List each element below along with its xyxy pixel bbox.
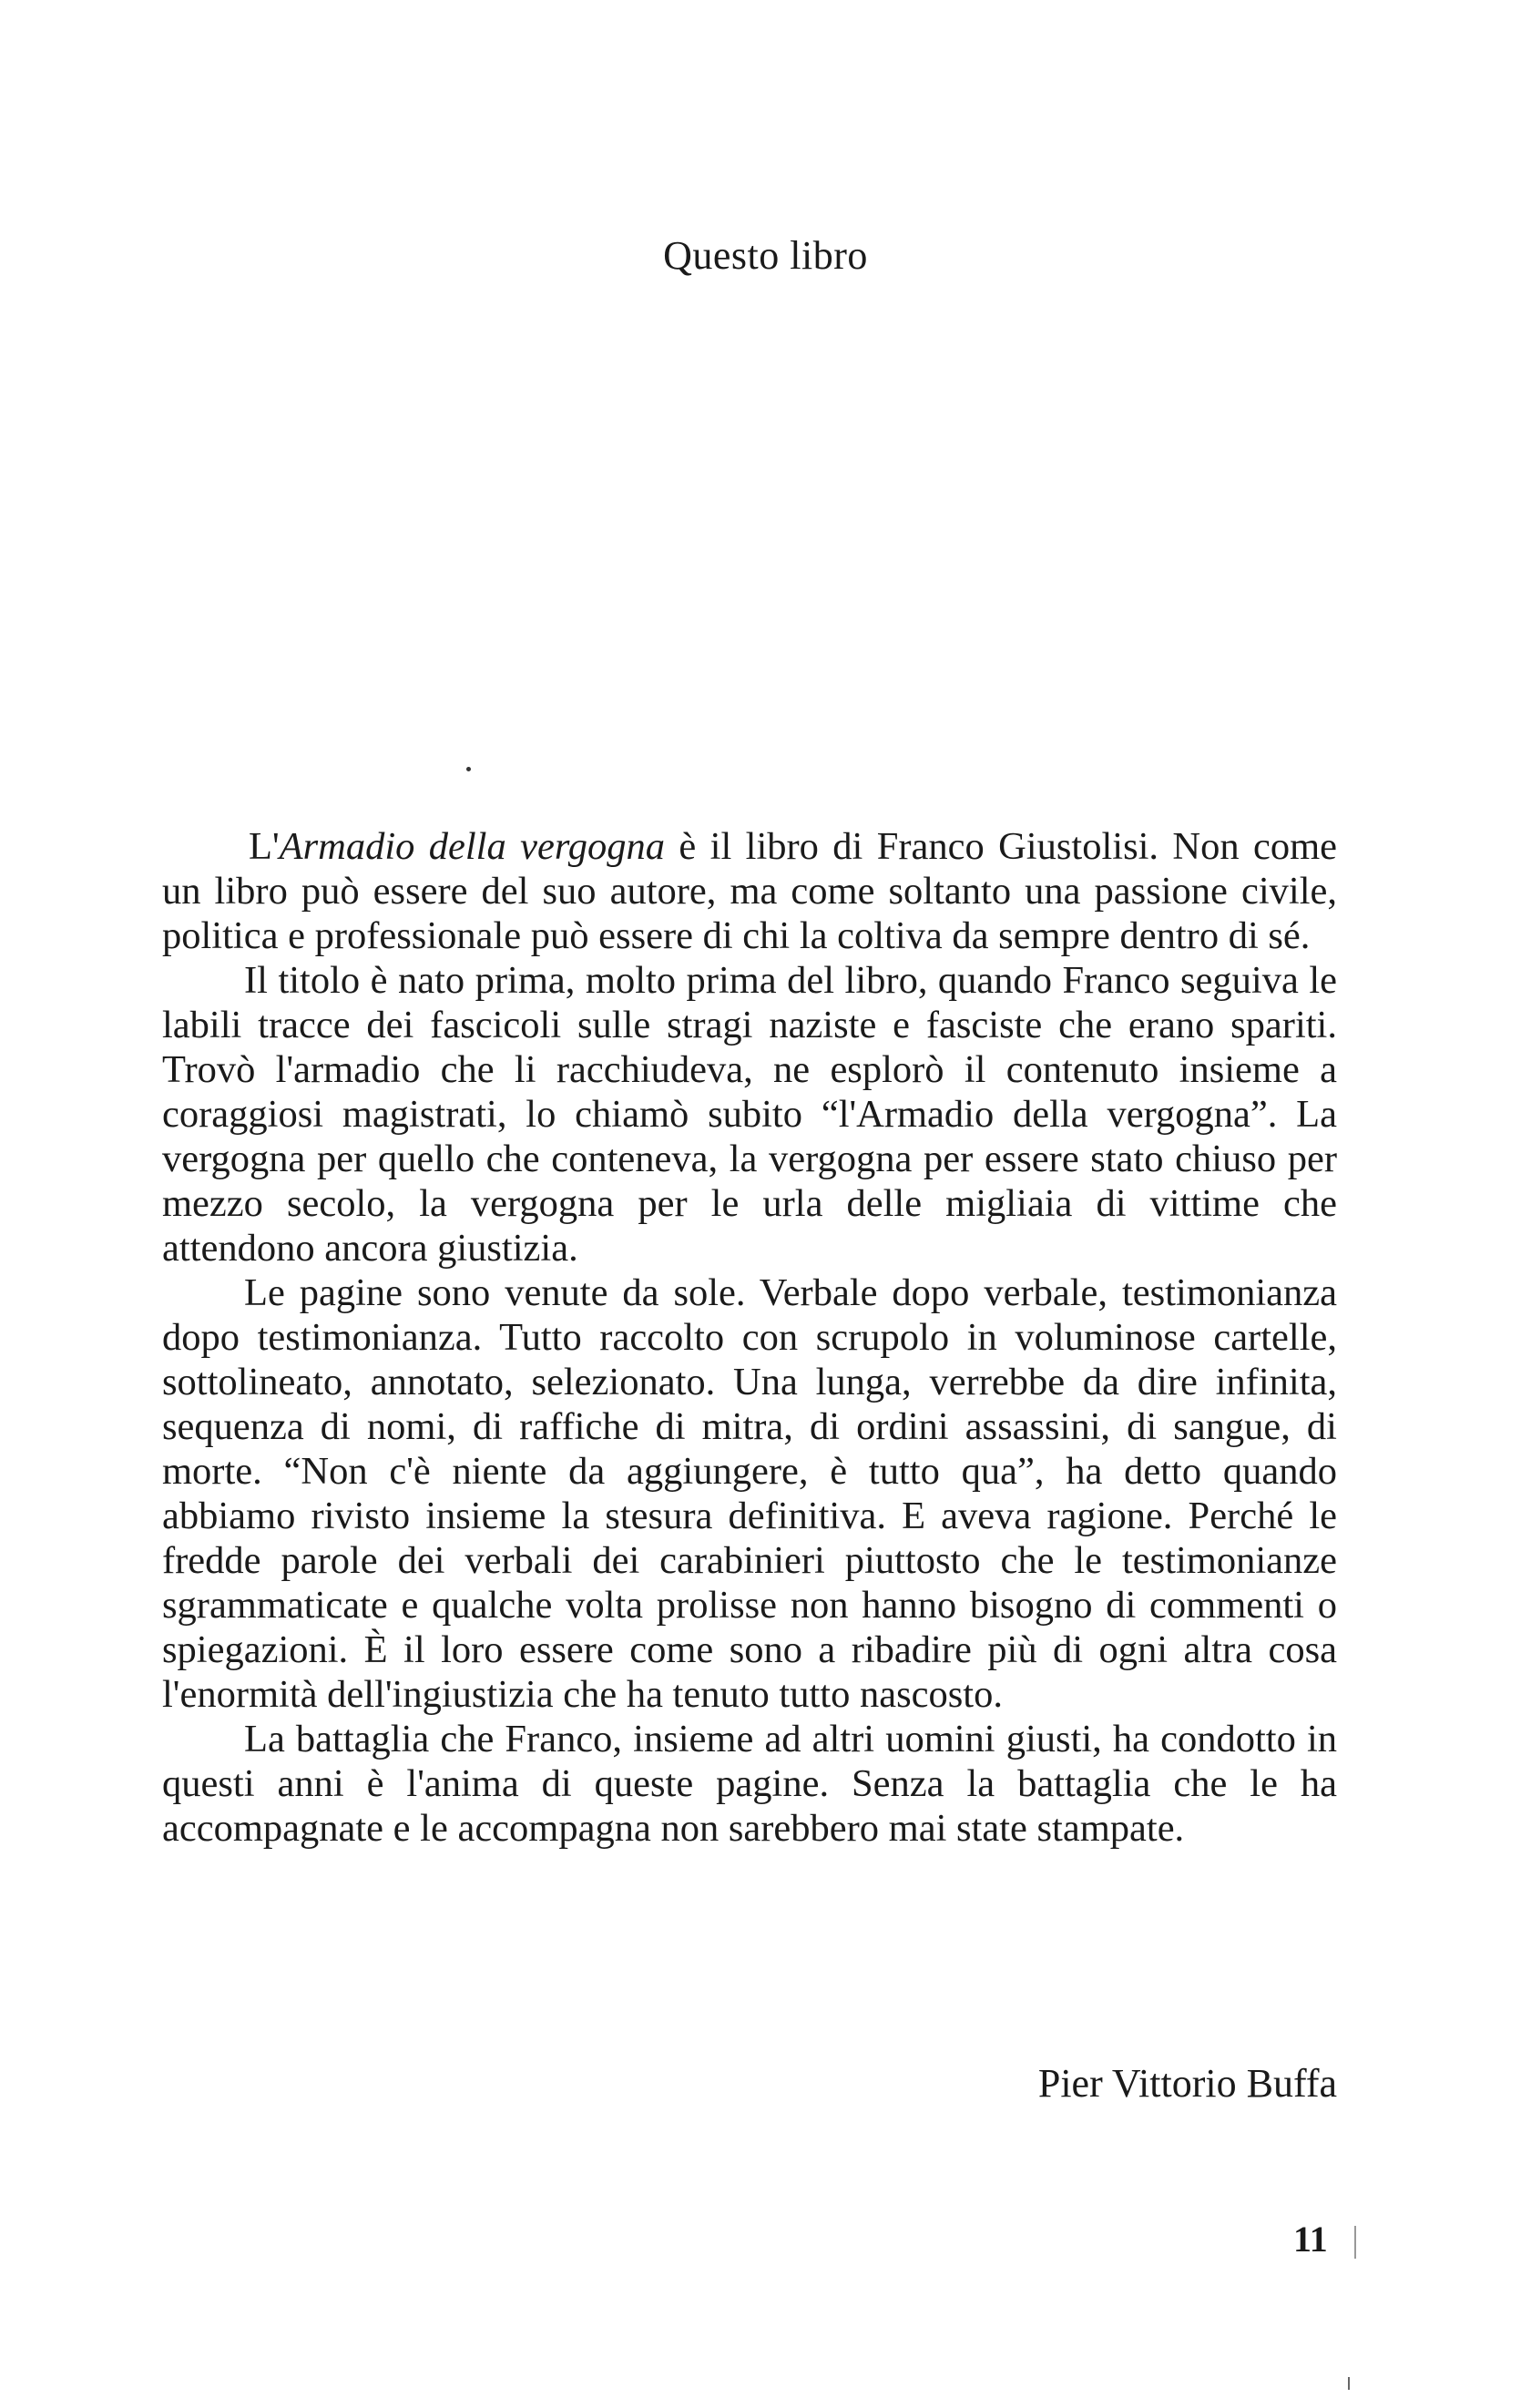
page-number: 11 <box>1293 2219 1328 2260</box>
paragraph-1-text: è il libro di Franco Giustolisi. Non come un libro può essere del suo autore, ma come soltanto una passione civile, politica e professionale può essere di chi la coltiva da sempre dentro di sé. <box>162 825 1338 957</box>
page-title: Questo libro <box>663 233 868 278</box>
body-text <box>162 824 1337 1851</box>
paragraph-1 <box>162 824 1337 958</box>
scan-speck <box>466 767 471 771</box>
author-signature: Pier Vittorio Buffa <box>1037 2061 1337 2106</box>
paragraph-4: La battaglia che Franco, insieme ad altri uomini giusti, ha condotto in questi anni è l'anima di queste pagine. Senza la battaglia che le ha accompagnate e le accompagna non sarebbero mai state stampate. <box>162 1718 1337 1850</box>
paragraph-3: Le pagine sono venute da sole. Verbale dopo verbale, testimonianza dopo testimonianza. Tutto raccolto con scrupolo in voluminose cartelle, sottolineato, annotato, selezionato. Una lunga, verrebbe da dire infinita, sequenza di nomi, di raffiche di mitra, di ordini assassini, di sangue, di morte. “Non c'è niente da aggiungere, è tutto qua”, ha detto quando abbiamo rivisto insieme la stesura definitiva. E aveva ragione. Perché le fredde parole dei verbali dei carabinieri piuttosto che le testimonianze sgrammaticate e qualche volta prolisse non hanno bisogno di commenti o spiegazioni. È il loro essere come sono a ribadire più di ogni altra cosa l'enormità dell'ingiustizia che ha tenuto tutto nascosto. <box>162 1271 1337 1716</box>
scan-mark <box>1348 2377 1350 2390</box>
scan-mark <box>1354 2226 1356 2259</box>
book-title: Armadio della vergogna <box>279 825 666 868</box>
book-title-prefix: L' <box>249 825 280 868</box>
paragraph-2: Il titolo è nato prima, molto prima del libro, quando Franco seguiva le labili tracce dei fascicoli sulle stragi naziste e fasciste che erano spariti. Trovò l'armadio che li racchiudeva, ne esplorò il contenuto insieme a coraggiosi magistrati, lo chiamò subito “l'Armadio della vergogna”. La vergogna per quello che conteneva, la vergogna per essere stato chiuso per mezzo secolo, la vergogna per le urla delle migliaia di vittime che attendono ancora giustizia. <box>162 959 1337 1270</box>
